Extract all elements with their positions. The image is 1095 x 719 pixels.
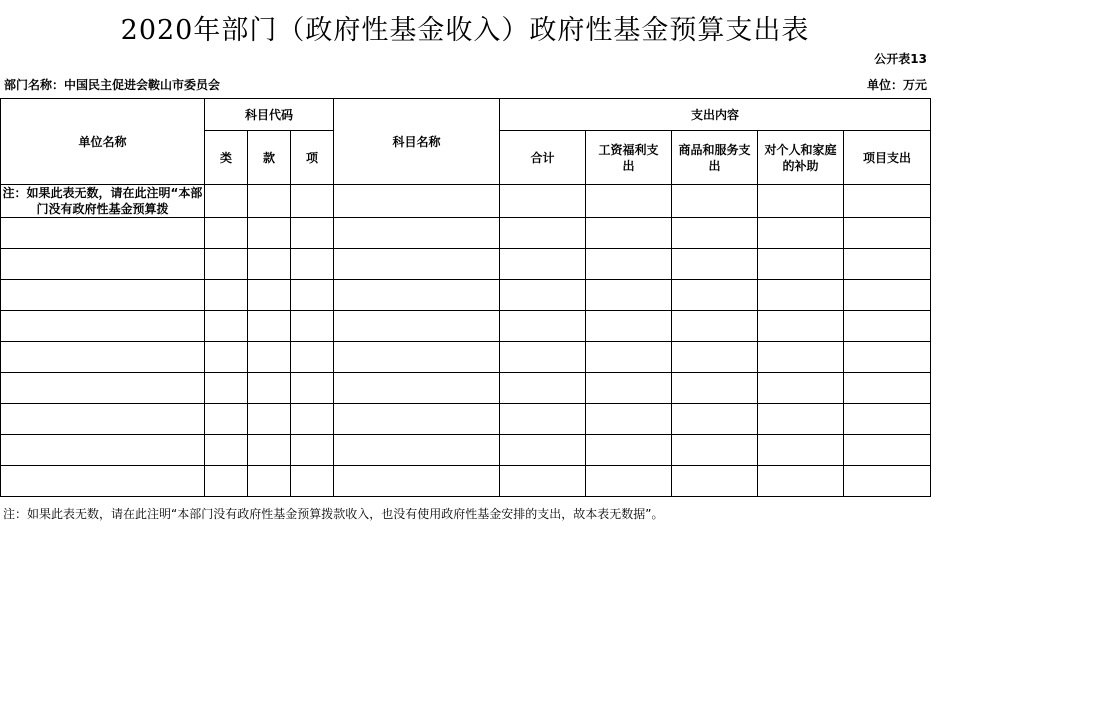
table-cell (500, 435, 586, 466)
table-cell (1, 342, 205, 373)
table-row (1, 280, 931, 311)
table-cell (334, 466, 500, 497)
table-cell (291, 404, 334, 435)
table-cell (248, 435, 291, 466)
table-cell (672, 466, 758, 497)
table-cell (586, 311, 672, 342)
table-cell (205, 435, 248, 466)
table-cell (1, 466, 205, 497)
table-row (1, 218, 931, 249)
table-cell (291, 249, 334, 280)
table-cell (291, 218, 334, 249)
table-number: 公开表13 (874, 52, 927, 66)
table-cell (334, 311, 500, 342)
table-cell (672, 311, 758, 342)
table-cell (672, 280, 758, 311)
table-cell (672, 185, 758, 218)
table-cell (334, 435, 500, 466)
table-cell (248, 342, 291, 373)
table-cell (334, 373, 500, 404)
table-cell (205, 218, 248, 249)
table-cell (248, 185, 291, 218)
table-cell (334, 280, 500, 311)
header-salary: 工资福利支出 (586, 131, 672, 185)
table-cell (844, 373, 931, 404)
table-cell (205, 185, 248, 218)
table-cell (758, 373, 844, 404)
table-cell (500, 373, 586, 404)
table-cell (758, 218, 844, 249)
table-cell (291, 373, 334, 404)
table-cell (205, 280, 248, 311)
table-cell (248, 466, 291, 497)
table-cell (205, 466, 248, 497)
header-project: 项目支出 (844, 131, 931, 185)
table-cell (334, 218, 500, 249)
table-cell (334, 249, 500, 280)
header-expense-content: 支出内容 (500, 99, 931, 131)
table-cell (500, 311, 586, 342)
table-cell (586, 466, 672, 497)
table-cell (334, 342, 500, 373)
table-cell (844, 218, 931, 249)
table-row (1, 342, 931, 373)
table-cell (1, 249, 205, 280)
table-cell (291, 466, 334, 497)
table-cell (205, 311, 248, 342)
table-cell (672, 435, 758, 466)
table-cell (500, 404, 586, 435)
table-cell (500, 466, 586, 497)
table-cell (844, 435, 931, 466)
table-cell (1, 280, 205, 311)
table-cell (205, 373, 248, 404)
table-cell (758, 466, 844, 497)
table-cell (844, 466, 931, 497)
table-cell-note: 注：如果此表无数，请在此注明“本部门没有政府性基金预算拨 (1, 185, 205, 218)
unit-label: 单位：万元 (866, 78, 927, 92)
table-cell (586, 404, 672, 435)
table-cell (672, 404, 758, 435)
table-cell (248, 249, 291, 280)
table-cell (291, 185, 334, 218)
table-cell (500, 218, 586, 249)
table-cell (672, 373, 758, 404)
header-subject-name: 科目名称 (334, 99, 500, 185)
table-cell (586, 249, 672, 280)
table-cell (205, 249, 248, 280)
table-row (1, 249, 931, 280)
table-cell (586, 218, 672, 249)
table-cell (500, 342, 586, 373)
table-cell (205, 342, 248, 373)
table-cell (758, 342, 844, 373)
footnote: 注：如果此表无数，请在此注明“本部门没有政府性基金预算拨款收入，也没有使用政府性基金安排的支出，故本表无数据”。 (3, 507, 664, 521)
header-kuan: 款 (248, 131, 291, 185)
header-subsidy: 对个人和家庭的补助 (758, 131, 844, 185)
table-cell (586, 373, 672, 404)
table-cell (844, 185, 931, 218)
table-cell (758, 280, 844, 311)
table-cell (844, 342, 931, 373)
table-cell (844, 249, 931, 280)
table-cell (1, 218, 205, 249)
table-cell (1, 373, 205, 404)
table-cell (586, 435, 672, 466)
header-goods: 商品和服务支出 (672, 131, 758, 185)
table-cell (758, 435, 844, 466)
header-lei: 类 (205, 131, 248, 185)
table-cell (248, 373, 291, 404)
table-cell (758, 404, 844, 435)
table-cell (334, 185, 500, 218)
table-cell (672, 218, 758, 249)
table-cell (758, 249, 844, 280)
table-cell (248, 404, 291, 435)
table-cell (586, 185, 672, 218)
table-cell (1, 435, 205, 466)
table-cell (758, 311, 844, 342)
table-cell (291, 311, 334, 342)
table-cell (586, 342, 672, 373)
table-cell (672, 342, 758, 373)
table-cell (844, 311, 931, 342)
table-cell (1, 311, 205, 342)
header-total: 合计 (500, 131, 586, 185)
table-row (1, 404, 931, 435)
table-cell (205, 404, 248, 435)
table-cell (500, 185, 586, 218)
table-cell (500, 249, 586, 280)
department-name: 部门名称：中国民主促进会鞍山市委员会 (4, 78, 221, 92)
table-cell (248, 311, 291, 342)
header-row-1 (1, 99, 931, 131)
header-xiang: 项 (291, 131, 334, 185)
table-cell (291, 280, 334, 311)
table-row (1, 373, 931, 404)
table-cell (248, 218, 291, 249)
page-title: 2020年部门（政府性基金收入）政府性基金预算支出表 (120, 15, 810, 46)
table-cell (672, 249, 758, 280)
table-cell (844, 404, 931, 435)
table-cell (334, 404, 500, 435)
table-cell (1, 404, 205, 435)
table-cell (844, 280, 931, 311)
table-cell (586, 280, 672, 311)
table-row (1, 435, 931, 466)
table-row (1, 466, 931, 497)
header-subject-code: 科目代码 (205, 99, 334, 131)
table-row (1, 311, 931, 342)
table-cell (291, 342, 334, 373)
table-cell (248, 280, 291, 311)
table-cell (291, 435, 334, 466)
header-unit-name: 单位名称 (1, 99, 205, 185)
expense-table (0, 98, 931, 497)
table-cell (758, 185, 844, 218)
table-cell (500, 280, 586, 311)
table-row (1, 185, 931, 218)
